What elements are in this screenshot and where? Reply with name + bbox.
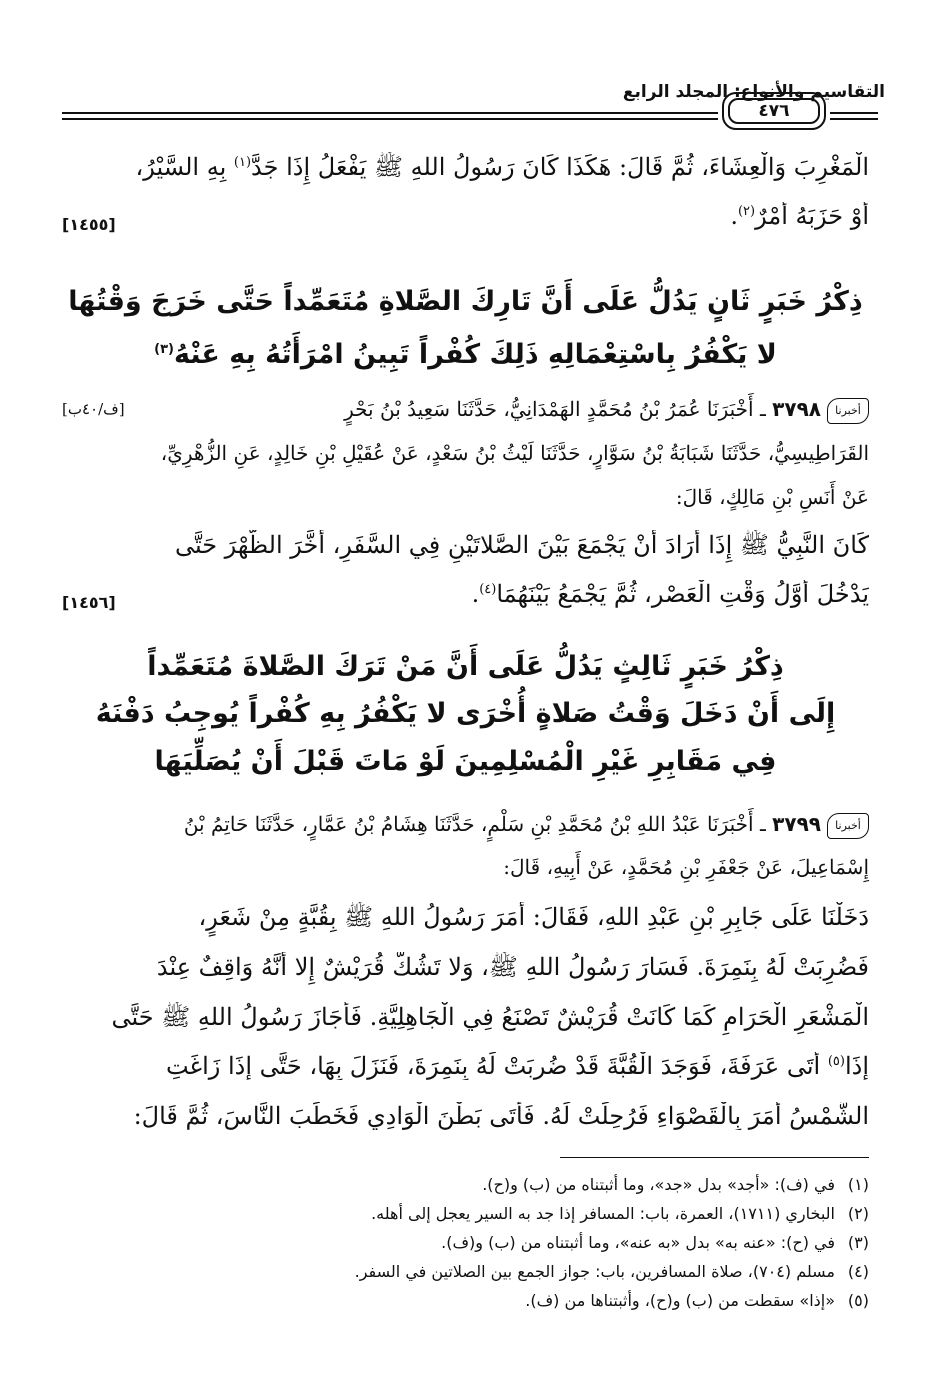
- footnote-item: (٢)البخاري (١٧١١)، العمرة، باب: المسافر إذا جد به السير يعجل إلى أهله.: [371, 1204, 869, 1223]
- chapter-heading-2-line-1: ذِكْرُ خَبَرٍ ثَالِثٍ يَدُلُّ عَلَى أَنَّ مَنْ تَرَكَ الصَّلاةَ مُتَعَمِّداً: [147, 651, 784, 682]
- page-number-frame: [722, 92, 826, 130]
- footnote-marker-5: (٥): [827, 1054, 845, 1069]
- hadith-3799-matn-line-4: إِذَا$^{(٥)}$ أَتَى عَرَفَةَ، فَوَجَدَ الْقُبَّةَ قَدْ ضُرِبَتْ لَهُ بِنَمِرَةَ، فَنَزَلَ بِهَا، حَتَّى إِذَا زَاغَتِ: [165, 1052, 869, 1080]
- header-rule-left-second: [62, 118, 718, 120]
- top-passage-line-2: أَوْ حَزَبَهُ أَمْرٌ$^{(٢)}$.: [730, 202, 869, 230]
- chapter-heading-1-line-2: لا يَكْفُرُ بِاسْتِعْمَالِهِ ذَلِكَ كُفْراً تَبِينُ امْرَأَتُهُ بِهِ عَنْهُ$^{(٣)}$: [154, 339, 777, 370]
- footnote-marker-3: (٣): [154, 342, 174, 357]
- hadith-3798-matn-line-2: يَدْخُلَ أَوَّلُ وَقْتِ الْعَصْرِ، ثُمَّ يَجْمَعُ بَيْنَهُمَا$^{(٤)}$.: [471, 580, 869, 608]
- margin-ref: [ف/٤٠ب]: [62, 400, 125, 418]
- page-number: ٤٧٦: [728, 98, 820, 124]
- hadith-3798-matn-line-1: كَانَ النَّبِيُّ ﷺ إِذَا أَرَادَ أَنْ يَجْمَعَ بَيْنَ الصَّلاتَيْنِ فِي السَّفَرِ، أَخَّرَ الظُّهْرَ حَتَّى: [174, 531, 869, 559]
- footnote-marker-4: (٤): [479, 582, 497, 597]
- footnote-item: (٣)في (ح): «عنه به» بدل «به عنه»، وما أثبتناه من (ب) و(ف).: [441, 1233, 869, 1252]
- hadith-3799-isnad-line-2: إِسْمَاعِيلَ، عَنْ جَعْفَرِ بْنِ مُحَمَّدٍ، عَنْ أَبِيهِ، قَالَ:: [503, 855, 869, 879]
- hadith-3799-matn-line-5: الشَّمْسُ أَمَرَ بِالْقَصْوَاءِ فَرُحِلَتْ لَهُ. فَأَتَى بَطْنَ الْوَادِي فَخَطَبَ النَّاسَ، ثُمَّ قَالَ:: [133, 1102, 869, 1130]
- hadith-ref-1456: [١٤٥٦]: [62, 593, 116, 612]
- running-header-title: التقاسيم والأنواع: المجلد الرابع: [622, 82, 885, 102]
- header-rule-right: [830, 112, 878, 114]
- header-rule-left: [62, 112, 718, 114]
- hadith-number-3798: ٣٧٩٨: [772, 397, 821, 421]
- akhbarana-badge-icon: أخبرنا: [827, 813, 869, 839]
- hadith-3798-isnad-line-1: أخبرنا٣٧٩٨ ـ أَخْبَرَنَا عُمَرُ بْنُ مُحَمَّدٍ الهَمْدَانِيُّ، حَدَّثَنَا سَعِيدُ بْنُ بَحْرٍ [ف/٤٠ب]: [62, 390, 869, 428]
- chapter-heading-2-line-2: إِلَى أَنْ دَخَلَ وَقْتُ صَلاةٍ أُخْرَى لا يَكْفُرُ بِهِ كُفْراً يُوجِبُ دَفْنَهُ: [95, 698, 836, 729]
- footnote-item: (١)في (ف): «أجد» بدل «جد»، وما أثبتناه من (ب) و(ح).: [482, 1175, 869, 1194]
- footnote-marker-2: (٢): [737, 204, 756, 219]
- hadith-3799-matn-line-1: دَخَلْنَا عَلَى جَابِرِ بْنِ عَبْدِ اللهِ، فَقَالَ: أَمَرَ رَسُولُ اللهِ ﷺ بِقُبَّةٍ مِنْ شَعَرٍ،: [198, 903, 869, 931]
- footnote-separator: [560, 1157, 869, 1158]
- hadith-ref-1455: [١٤٥٥]: [62, 215, 116, 234]
- top-passage-line-1: الْمَغْرِبَ وَالْعِشَاءَ، ثُمَّ قَالَ: هَكَذَا كَانَ رَسُولُ اللهِ ﷺ يَفْعَلُ إِذَا جَدَّ$^{(١)}$ بِهِ السَّيْرُ،: [135, 153, 869, 181]
- footnote-item: (٥)«إذا» سقطت من (ب) و(ح)، وأثبتناها من (ف).: [525, 1291, 869, 1310]
- footnotes: [62, 1170, 869, 1315]
- hadith-3799-isnad-line-1: أخبرنا٣٧٩٩ ـ أَخْبَرَنَا عَبْدُ اللهِ بْنُ مُحَمَّدِ بْنِ سَلْمٍ، حَدَّثَنَا هِشَامُ بْنُ عَمَّارٍ، حَدَّثَنَا حَاتِمُ بْنُ: [62, 805, 869, 843]
- header-rule-right-second: [830, 118, 878, 120]
- chapter-heading-1-line-1: ذِكْرُ خَبَرٍ ثَانٍ يَدُلُّ عَلَى أَنَّ تَارِكَ الصَّلاةِ مُتَعَمِّداً حَتَّى خَرَجَ وَقْتُهَا: [68, 286, 863, 317]
- chapter-heading-2-line-3: فِي مَقَابِرِ غَيْرِ الْمُسْلِمِينَ لَوْ مَاتَ قَبْلَ أَنْ يُصَلِّيَهَا: [154, 746, 777, 777]
- hadith-3799-matn-line-2: فَضُرِبَتْ لَهُ بِنَمِرَةَ. فَسَارَ رَسُولُ اللهِ ﷺ، وَلا تَشُكُّ قُرَيْشٌ إِلا أَنَّهُ وَاقِفٌ عِنْدَ: [156, 953, 869, 981]
- akhbarana-badge-icon: أخبرنا: [827, 398, 869, 424]
- footnote-item: (٤)مسلم (٧٠٤)، صلاة المسافرين، باب: جواز الجمع بين الصلاتين في السفر.: [354, 1262, 869, 1281]
- hadith-3798-isnad-line-2: القَرَاطِيسِيُّ، حَدَّثَنَا شَبَابَةُ بْنُ سَوَّارٍ، حَدَّثَنَا لَيْثُ بْنُ سَعْدٍ، عَنْ عُقَيْلِ بْنِ خَالِدٍ، عَنِ الزُّهْرِيِّ،: [160, 441, 869, 465]
- hadith-3799-matn-line-3: الْمَشْعَرِ الْحَرَامِ كَمَا كَانَتْ قُرَيْشٌ تَصْنَعُ فِي الْجَاهِلِيَّةِ. فَأَجَازَ رَسُولُ اللهِ ﷺ حَتَّى: [111, 1003, 869, 1031]
- hadith-number-3799: ٣٧٩٩: [772, 812, 821, 836]
- footnote-marker-1: (١): [233, 155, 252, 170]
- hadith-3798-isnad-line-3: عَنْ أَنَسِ بْنِ مَالِكٍ، قَالَ:: [675, 485, 869, 509]
